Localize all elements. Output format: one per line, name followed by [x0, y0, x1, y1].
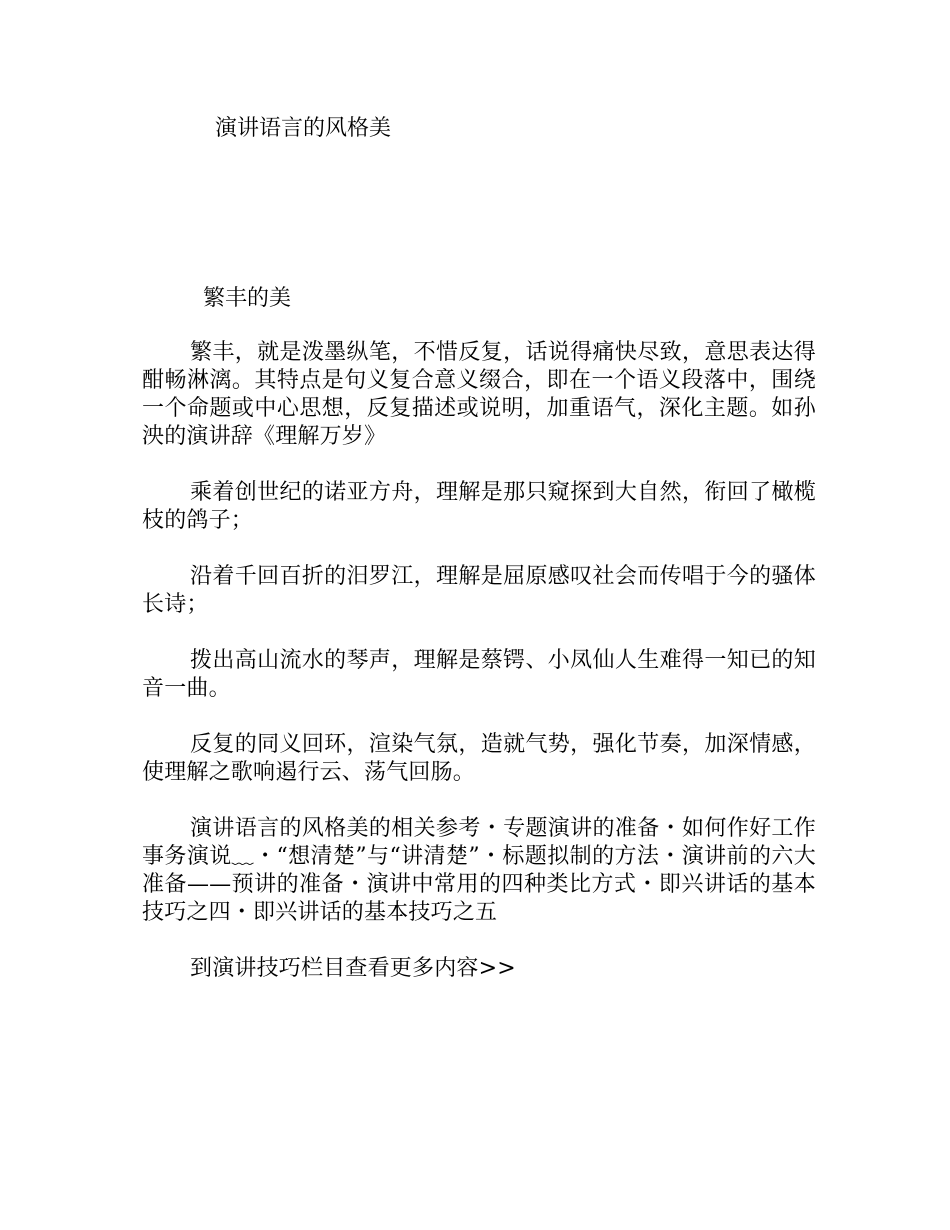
more-content-link[interactable]: 到演讲技巧栏目查看更多内容>>: [190, 956, 516, 981]
paragraph-related-references: 演讲语言的风格美的相关参考・专题演讲的准备・如何作好工作事务演说﹏・“想清楚”与“讲清楚”・标题拟制的方法・演讲前的六大准备——预讲的准备・演讲中常用的四种类比方式・即兴讲话的基本技巧之四・即兴讲话的基本技巧之五: [142, 816, 816, 925]
paragraph-quote-1: 乘着创世纪的诺亚方舟，理解是那只窥探到大自然，衔回了橄榄枝的鸽子；: [142, 480, 816, 533]
body-text: [142, 339, 816, 1011]
section-heading: 繁丰的美: [203, 286, 292, 311]
paragraph-summary: 反复的同义回环，渲染气氛，造就气势，强化节奏，加深情感，使理解之歌响遏行云、荡气回肠。: [142, 732, 816, 785]
page-title: 演讲语言的风格美: [215, 116, 392, 141]
paragraph-intro: 繁丰，就是泼墨纵笔，不惜反复，话说得痛快尽致，意思表达得酣畅淋漓。其特点是句义复合意义缀合，即在一个语义段落中，围绕一个命题或中心思想，反复描述或说明，加重语气，深化主题。如孙泱的演讲辞《理解万岁》: [142, 340, 816, 449]
paragraph-quote-2: 沿着千回百折的汨罗江，理解是屈原感叹社会而传唱于今的骚体长诗；: [142, 564, 816, 617]
paragraph-quote-3: 拨出高山流水的琴声，理解是蔡锷、小凤仙人生难得一知已的知音一曲。: [142, 648, 816, 701]
